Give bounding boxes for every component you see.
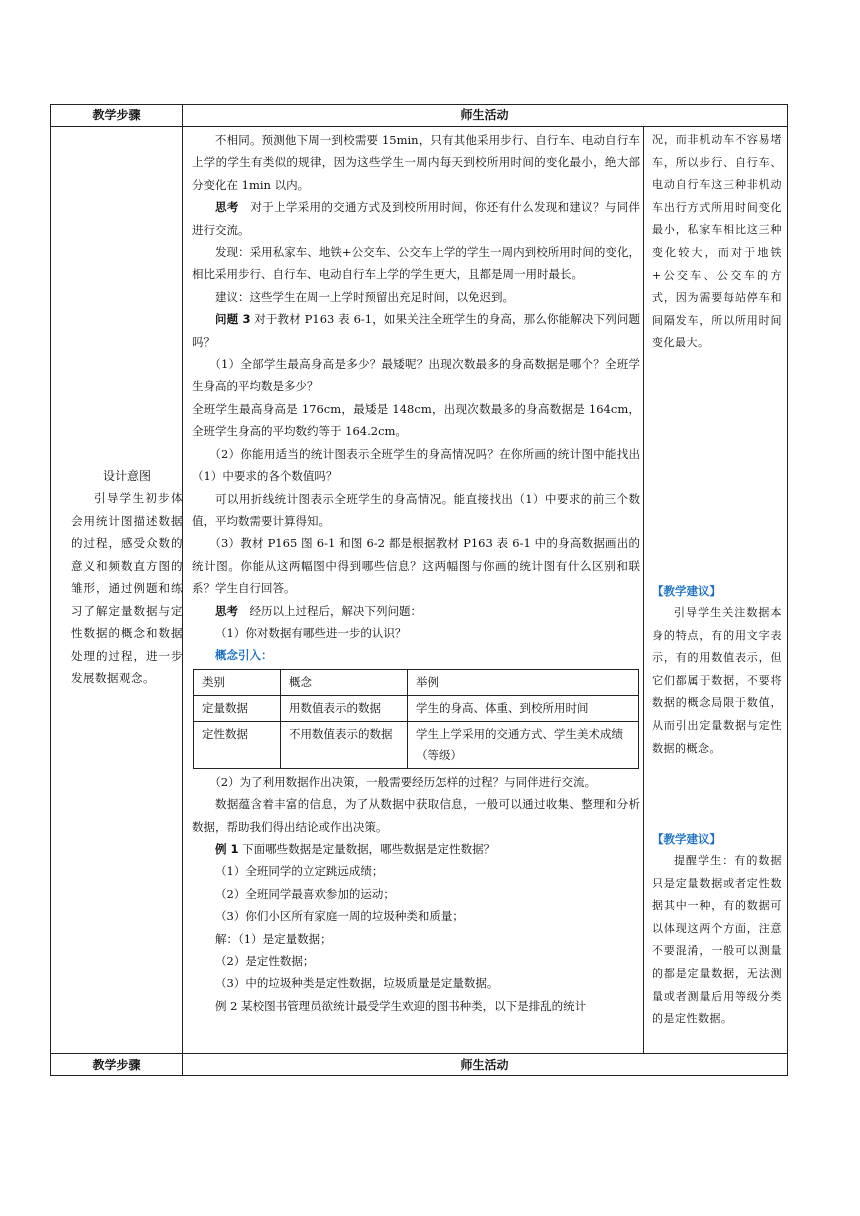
table-cell: 用数值表示的数据: [281, 695, 408, 721]
table-cell: 定性数据: [194, 721, 281, 768]
concept-intro-label: [192, 644, 640, 666]
table-row: [194, 721, 639, 768]
column-divider-2: [643, 127, 644, 1053]
table-header-cell: 概念: [281, 669, 408, 695]
design-intent-text: 引导学生初步体会用统计图描述数据的过程，感受众数的意义和频数直方图的雏形，通过例题和练习了解定量数据与定性数据的概念和数据处理的过程，进一步发展数据观念。: [71, 491, 183, 685]
think-label: 思考: [215, 200, 239, 215]
question-text: 对于教材 P163 表 6-1，如果关注全班学生的身高，那么你能解决下列问题吗？: [192, 312, 640, 349]
example-1: [192, 838, 640, 860]
concept-table: [193, 669, 639, 769]
question-3: [192, 308, 640, 353]
example-1-item-3: （3）你们小区所有家庭一周的垃圾种类和质量；: [215, 909, 464, 924]
footer-divider: [51, 1053, 787, 1054]
table-cell: 学生上学采用的交通方式、学生美术成绩（等级）: [408, 721, 639, 768]
table-header-cell: 举例: [408, 669, 639, 695]
suggestion-label: 【教学建议】: [652, 584, 721, 598]
example-1-item-1: （1）全班同学的立定跳远成绩；: [215, 864, 384, 879]
think-text: 经历以上过程后，解决下列问题：: [238, 603, 422, 618]
design-intent-cell: [71, 467, 183, 690]
question-3-part-3: （3）教材 P165 图 6-1 和图 6-2 都是根据教材 P163 表 6-1 中的身高数据画出的统计图。你能从这两幅图中得到哪些信息？这两幅图与你画的统计图有什么区别和联系？学生自行回答。: [192, 536, 640, 596]
paragraph-suggestion: 建议：这些学生在周一上学时预留出充足时间，以免迟到。: [215, 289, 514, 304]
example-text: 下面哪些数据是定量数据，哪些数据是定性数据？: [238, 841, 496, 856]
example-2: 例 2 某校图书管理员欲统计最受学生欢迎的图书种类，以下是排乱的统计: [215, 998, 587, 1013]
footer-col-step: 教学步骤: [92, 1058, 141, 1072]
design-intent-title: 设计意图: [102, 469, 151, 483]
think-prompt-2: [192, 600, 640, 622]
think-prompt-1: [192, 196, 640, 241]
solution-3: （3）中的垃圾种类是定性数据，垃圾质量是定量数据。: [215, 976, 499, 991]
paragraph-data-info: 数据蕴含着丰富的信息，为了从数据中获取信息，一般可以通过收集、整理和分析数据，帮助我们得出结论或作出决策。: [192, 797, 640, 834]
paragraph-findings: 发现：采用私家车、地铁+公交车、公交车上学的学生一周内到校所用时间的变化，相比采用步行、自行车、电动自行车上学的学生更大，且都是周一用时最长。: [192, 245, 640, 282]
header-col-activity: 师生活动: [460, 108, 509, 122]
teacher-student-activity: [192, 129, 640, 1017]
think-text: 对于上学采用的交通方式及到校所用时间，你还有什么发现和建议？与同伴进行交流。: [192, 200, 641, 237]
answer-3-part-1: 全班学生最高身高是 176cm，最矮是 148cm，出现次数最多的身高数据是 164cm，全班学生身高的平均数约等于 164.2cm。: [192, 401, 640, 439]
right-note-text: 况，而非机动车不容易堵车，所以步行、自行车、电动自行车这三种非机动车出行方式所用时间变化最小，私家车相比这三种变化较大，而对于地铁+公交车、公交车的方式，因为需要每站停车和间隔发车，所以所用时间变化最大。: [652, 133, 782, 350]
solution-1: 解：（1）是定量数据；: [215, 931, 332, 946]
paragraph-prediction: 不相同。预测他下周一到校需要 15min，只有其他采用步行、自行车、电动自行车上学的学生有类似的规律，因为这些学生一周内每天到校所用时间的变化最小，绝大部分变化在 1min 以内。: [192, 133, 640, 192]
suggestion-text: 引导学生关注数据本身的特点，有的用文字表示，有的用数值表示，但它们都属于数据，不要将数据的概念局限于数值，从而引出定量数据与定性数据的概念。: [652, 606, 782, 755]
think-2-part-1: （1）你对数据有哪些进一步的认识？: [215, 625, 407, 640]
think-label: 思考: [215, 603, 238, 618]
table-row: [194, 695, 639, 721]
suggestion-label: 【教学建议】: [652, 832, 721, 846]
header-col-step: 教学步骤: [92, 108, 141, 122]
example-1-item-2: （2）全班同学最喜欢参加的运动；: [215, 886, 395, 901]
concept-intro-text: 概念引入：: [215, 648, 273, 663]
question-3-part-2: （2）你能用适当的统计图表示全班学生的身高情况吗？在你所画的统计图中能找出（1）中要求的各个数值吗？: [192, 446, 640, 484]
table-header-cell: 类别: [194, 669, 281, 695]
table-cell: 不用数值表示的数据: [281, 721, 408, 768]
header-divider: [51, 126, 787, 127]
question-3-part-1: （1）全部学生最高身高是多少？最矮呢？出现次数最多的身高数据是哪个？全班学生身高的平均数是多少？: [192, 357, 640, 394]
lesson-table: [50, 104, 788, 1076]
example-label: 例 1: [215, 841, 239, 856]
answer-3-part-2: 可以用折线统计图表示全班学生的身高情况。能直接找出（1）中要求的前三个数值，平均数需要计算得知。: [192, 491, 640, 528]
footer-col-activity: 师生活动: [460, 1058, 509, 1072]
table-cell: 定量数据: [194, 695, 281, 721]
table-cell: 学生的身高、体重、到校所用时间: [408, 695, 639, 721]
think-2-part-2: （2）为了利用数据作出决策，一般需要经历怎样的过程？与同伴进行交流。: [209, 774, 597, 789]
suggestion-text: 提醒学生：有的数据只是定量数据或者定性数据其中一种，有的数据可以体现这两个方面，注意不要混淆，一般可以测量的都是定量数据，无法测量或者测量后用等级分类的是定性数据。: [652, 854, 782, 1026]
teaching-suggestion-2: [652, 828, 782, 1031]
right-note-top: [652, 129, 782, 355]
question-label: 问题 3: [215, 312, 251, 327]
teaching-suggestion-1: [652, 580, 782, 760]
solution-2: （2）是定性数据；: [215, 954, 315, 968]
table-header-row: [194, 669, 639, 695]
